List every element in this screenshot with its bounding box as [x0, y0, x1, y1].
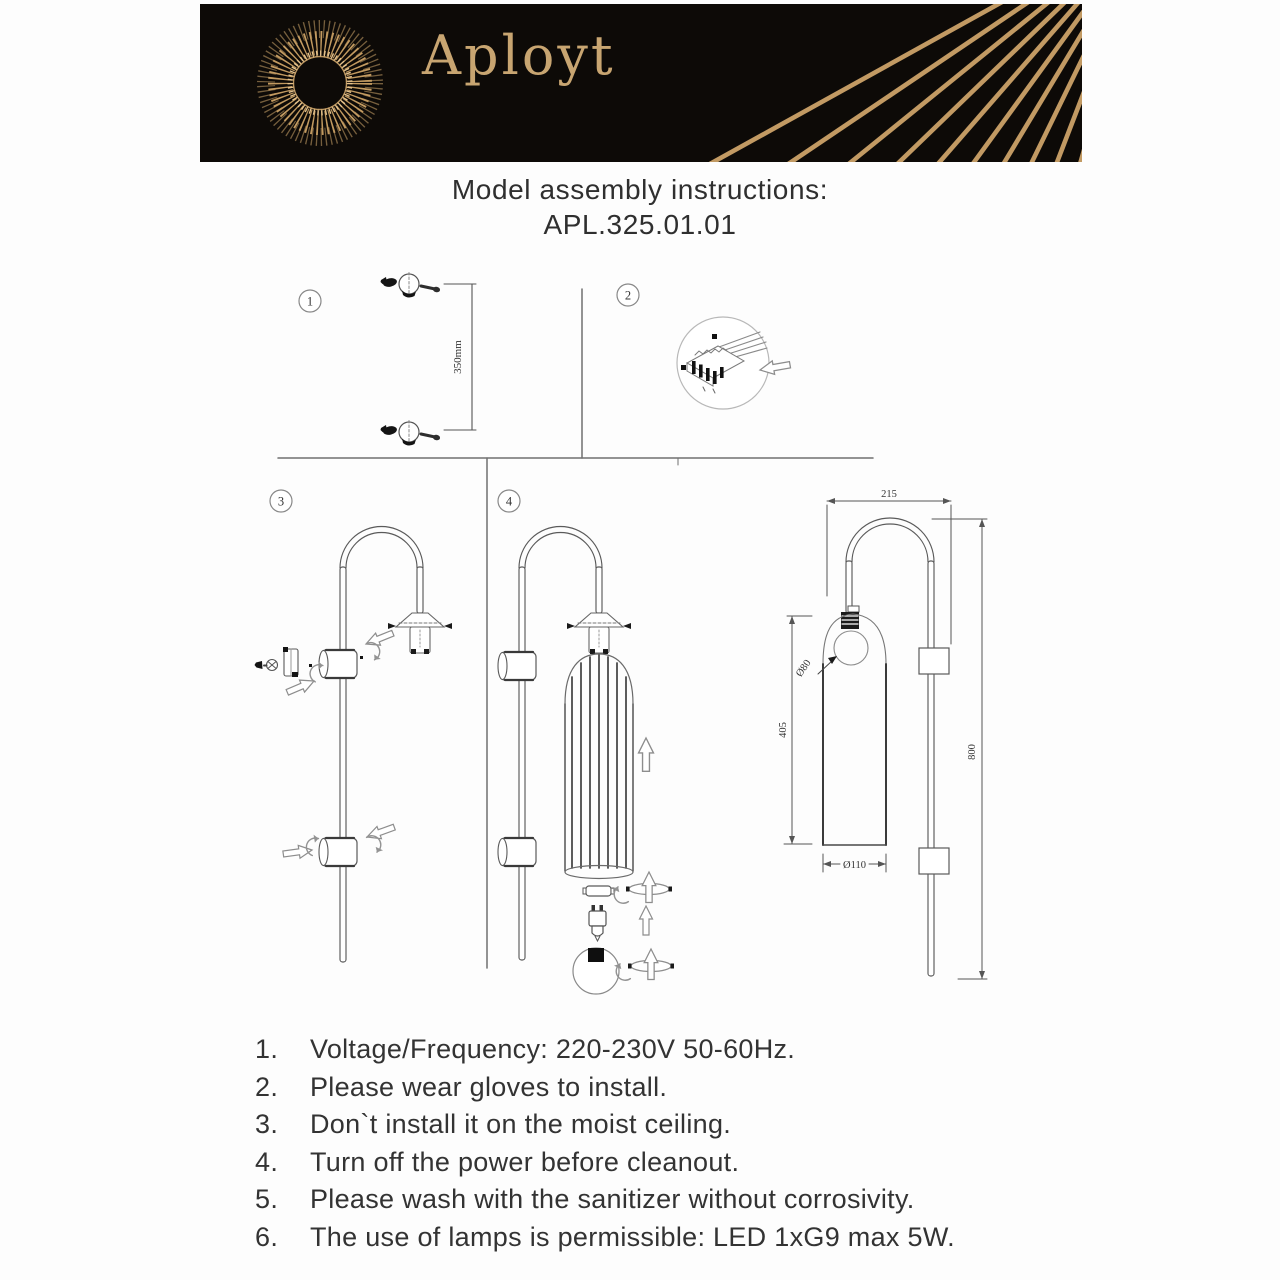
item-text: Please wear gloves to install. [310, 1071, 668, 1102]
step2-diagram [617, 284, 791, 409]
item-text: The use of lamps is permissible: LED 1xG9 max 5W. [310, 1221, 955, 1252]
arm-width-value: 215 [881, 489, 897, 500]
item-number: 6. [255, 1221, 279, 1252]
collar-ring [583, 886, 614, 896]
dim-socket [841, 606, 859, 629]
list-item [253, 1072, 1068, 1110]
g9-bulb [589, 905, 606, 941]
list-item [253, 1147, 1068, 1185]
item-number: 5. [255, 1184, 279, 1215]
section-dividers [278, 289, 873, 968]
total-height-value: 800 [967, 744, 978, 760]
shade-diameter-value: Ø110 [843, 860, 866, 871]
item-number: 1. [255, 1034, 279, 1064]
wall-anchor-bottom [381, 421, 441, 446]
globe-diameter-value: Ø80 [794, 658, 814, 680]
step4-assembly-arrows [610, 738, 674, 984]
step4-label: 4 [505, 494, 513, 509]
item-number: 3. [255, 1109, 279, 1140]
glass-globe [573, 948, 619, 994]
step3-lamp-frame [340, 527, 423, 963]
list-item [253, 1109, 1068, 1147]
lamp-holder [567, 613, 631, 654]
item-number: 2. [255, 1071, 279, 1102]
step3-label: 3 [277, 494, 285, 509]
lower-bracket [319, 838, 357, 866]
shade-height-value: 405 [778, 722, 789, 738]
upper-bracket [319, 650, 357, 678]
item-text: Please wash with the sanitizer without corrosivity. [310, 1184, 915, 1215]
mount-spacing-value: 350mm [452, 340, 464, 374]
item-text: Turn off the power before cleanout. [310, 1146, 740, 1177]
dim-globe [818, 656, 837, 674]
step1-label: 1 [306, 294, 314, 309]
dim-800 [932, 519, 987, 979]
step2-label: 2 [624, 288, 632, 303]
step4-diagram [498, 490, 674, 994]
dimension-drawing [778, 489, 987, 979]
list-item [253, 1184, 1068, 1222]
brand-name: Aployt [422, 24, 616, 87]
dim-lower-bracket [919, 848, 949, 874]
step3-diagram [255, 490, 453, 962]
lamp-holder [388, 613, 452, 654]
page-title: Model assembly instructions: [451, 174, 829, 205]
item-text: Don`t install it on the moist ceiling. [310, 1109, 732, 1140]
dim-shade-outline [823, 614, 886, 845]
list-item [253, 1034, 1068, 1072]
item-text: Voltage/Frequency: 220-230V 50-60Hz. [310, 1034, 796, 1064]
dim-upper-bracket [919, 648, 949, 674]
upper-bracket [498, 652, 536, 680]
instructions-list [253, 1034, 1068, 1260]
step1-diagram [299, 273, 476, 446]
list-item [253, 1222, 1068, 1260]
terminal-block-detail [677, 317, 791, 409]
model-number: APL.325.01.01 [543, 209, 737, 240]
dim-lamp-frame [846, 518, 934, 976]
lower-bracket [498, 838, 536, 866]
item-number: 4. [255, 1146, 279, 1177]
fluted-shade [565, 654, 633, 879]
wall-anchor-top [381, 273, 441, 298]
